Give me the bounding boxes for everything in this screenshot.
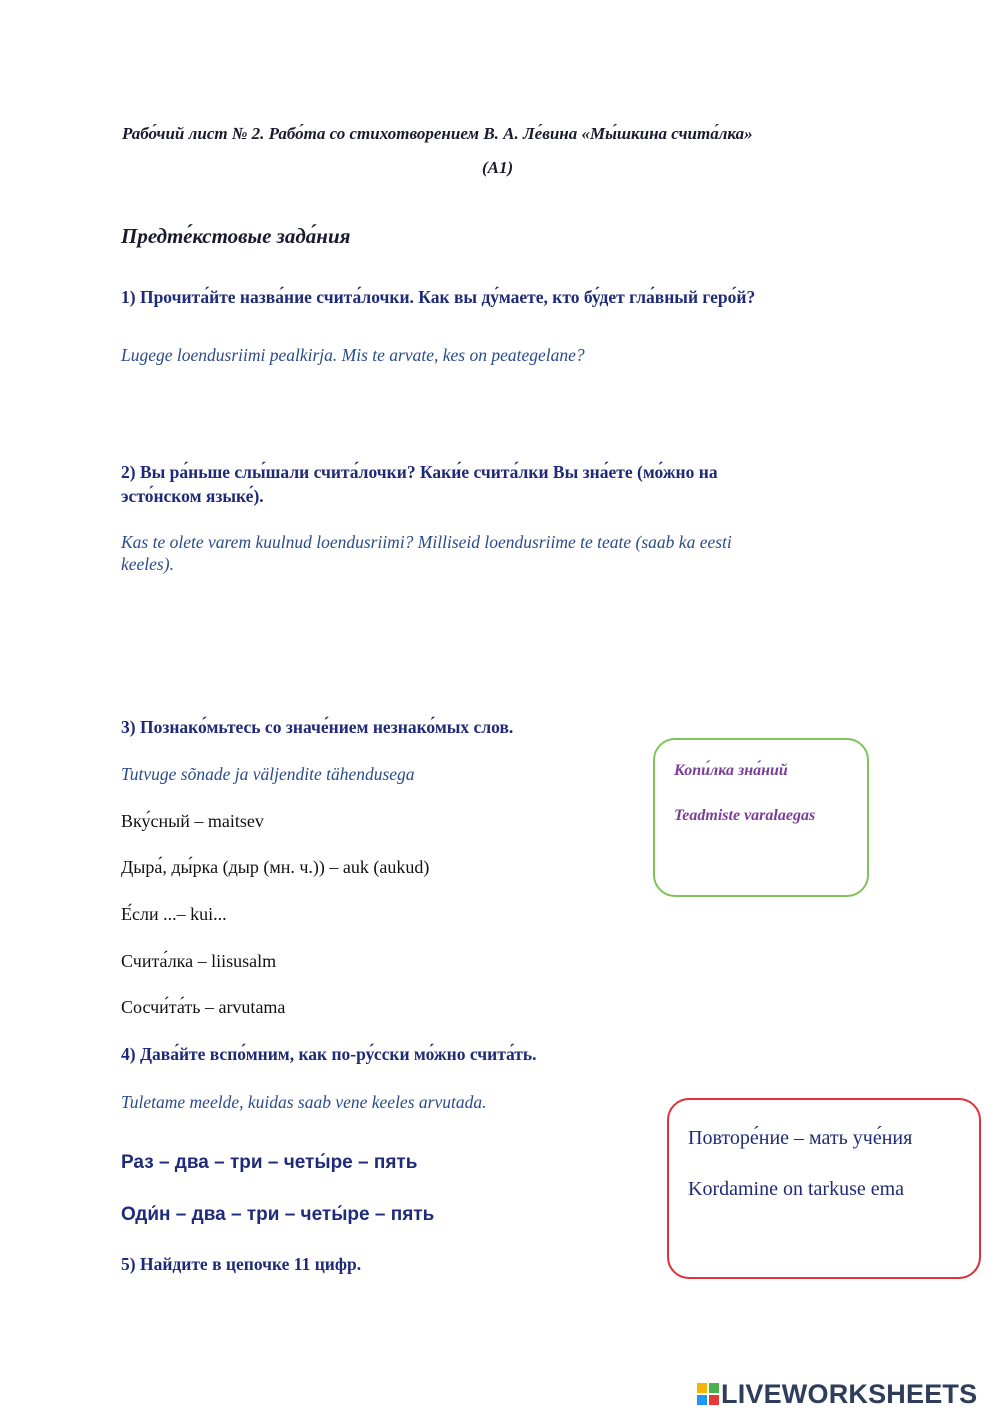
logo-text: LIVEWORKSHEETS bbox=[721, 1379, 978, 1409]
counting-line: Оди́н – два – три – четы́ре – пять bbox=[121, 1204, 435, 1225]
task-3-heading: 3) Познако́мьтесь со значе́нием незнако́мых слов. bbox=[121, 717, 514, 737]
vocab-item: Вку́сный – maitsev bbox=[121, 811, 264, 831]
task-1-translation: Lugege loendusriimi pealkirja. Mis te arvate, kes on peategelane? bbox=[121, 345, 585, 365]
logo-square bbox=[697, 1395, 707, 1405]
proverb-et: Kordamine on tarkuse ema bbox=[688, 1178, 905, 1200]
task-2-heading-line1: 2) Вы ра́ньше слы́шали счита́лочки? Каки́е счита́лки Вы зна́ете (мо́жно на bbox=[121, 462, 718, 482]
knowledge-box-label-et: Teadmiste varalaegas bbox=[674, 807, 816, 824]
vocab-item: Сосчи́та́ть – arvutama bbox=[121, 997, 286, 1017]
task-1-heading: 1) Прочита́йте назва́ние счита́лочки. Как вы ду́маете, кто бу́дет гла́вный геро́й? bbox=[121, 287, 756, 307]
task-2-heading-line2: эсто́нском языке́). bbox=[121, 486, 264, 506]
logo-square bbox=[697, 1383, 707, 1393]
task-3-translation: Tutvuge sõnade ja väljendite tähendusega bbox=[121, 764, 415, 784]
worksheet-title: Рабо́чий лист № 2. Рабо́та со стихотворением В. А. Ле́вина «Мы́шкина счита́лка» bbox=[122, 124, 753, 143]
task-5-heading: 5) Найдите в цепочке 11 цифр. bbox=[121, 1254, 362, 1274]
counting-line: Раз – два – три – четы́ре – пять bbox=[121, 1152, 418, 1173]
task-2-translation-line2: keeles). bbox=[121, 554, 174, 574]
worksheet-level: (А1) bbox=[482, 158, 514, 177]
task-4-translation: Tuletame meelde, kuidas saab vene keeles arvutada. bbox=[121, 1092, 487, 1112]
vocab-item: Дыра́, ды́рка (дыр (мн. ч.)) – auk (aukud) bbox=[121, 857, 430, 877]
vocab-item: Счита́лка – liisusalm bbox=[121, 951, 277, 971]
liveworksheets-logo bbox=[697, 1378, 993, 1410]
logo-square bbox=[709, 1395, 719, 1405]
logo-grid-icon bbox=[697, 1383, 719, 1405]
task-4-heading: 4) Дава́йте вспо́мним, как по-ру́сски мо́жно счита́ть. bbox=[121, 1044, 537, 1064]
vocab-item: Е́сли ...– kui... bbox=[121, 904, 227, 924]
proverb-ru: Повторе́ние – мать уче́ния bbox=[688, 1127, 913, 1149]
section-title: Предте́кстовые зада́ния bbox=[121, 224, 351, 248]
knowledge-box-label-ru: Копи́лка зна́ний bbox=[674, 762, 788, 779]
task-2-translation-line1: Kas te olete varem kuulnud loendusriimi? Milliseid loendusriime te teate (saab ka eesti bbox=[121, 532, 732, 552]
logo-square bbox=[709, 1383, 719, 1393]
